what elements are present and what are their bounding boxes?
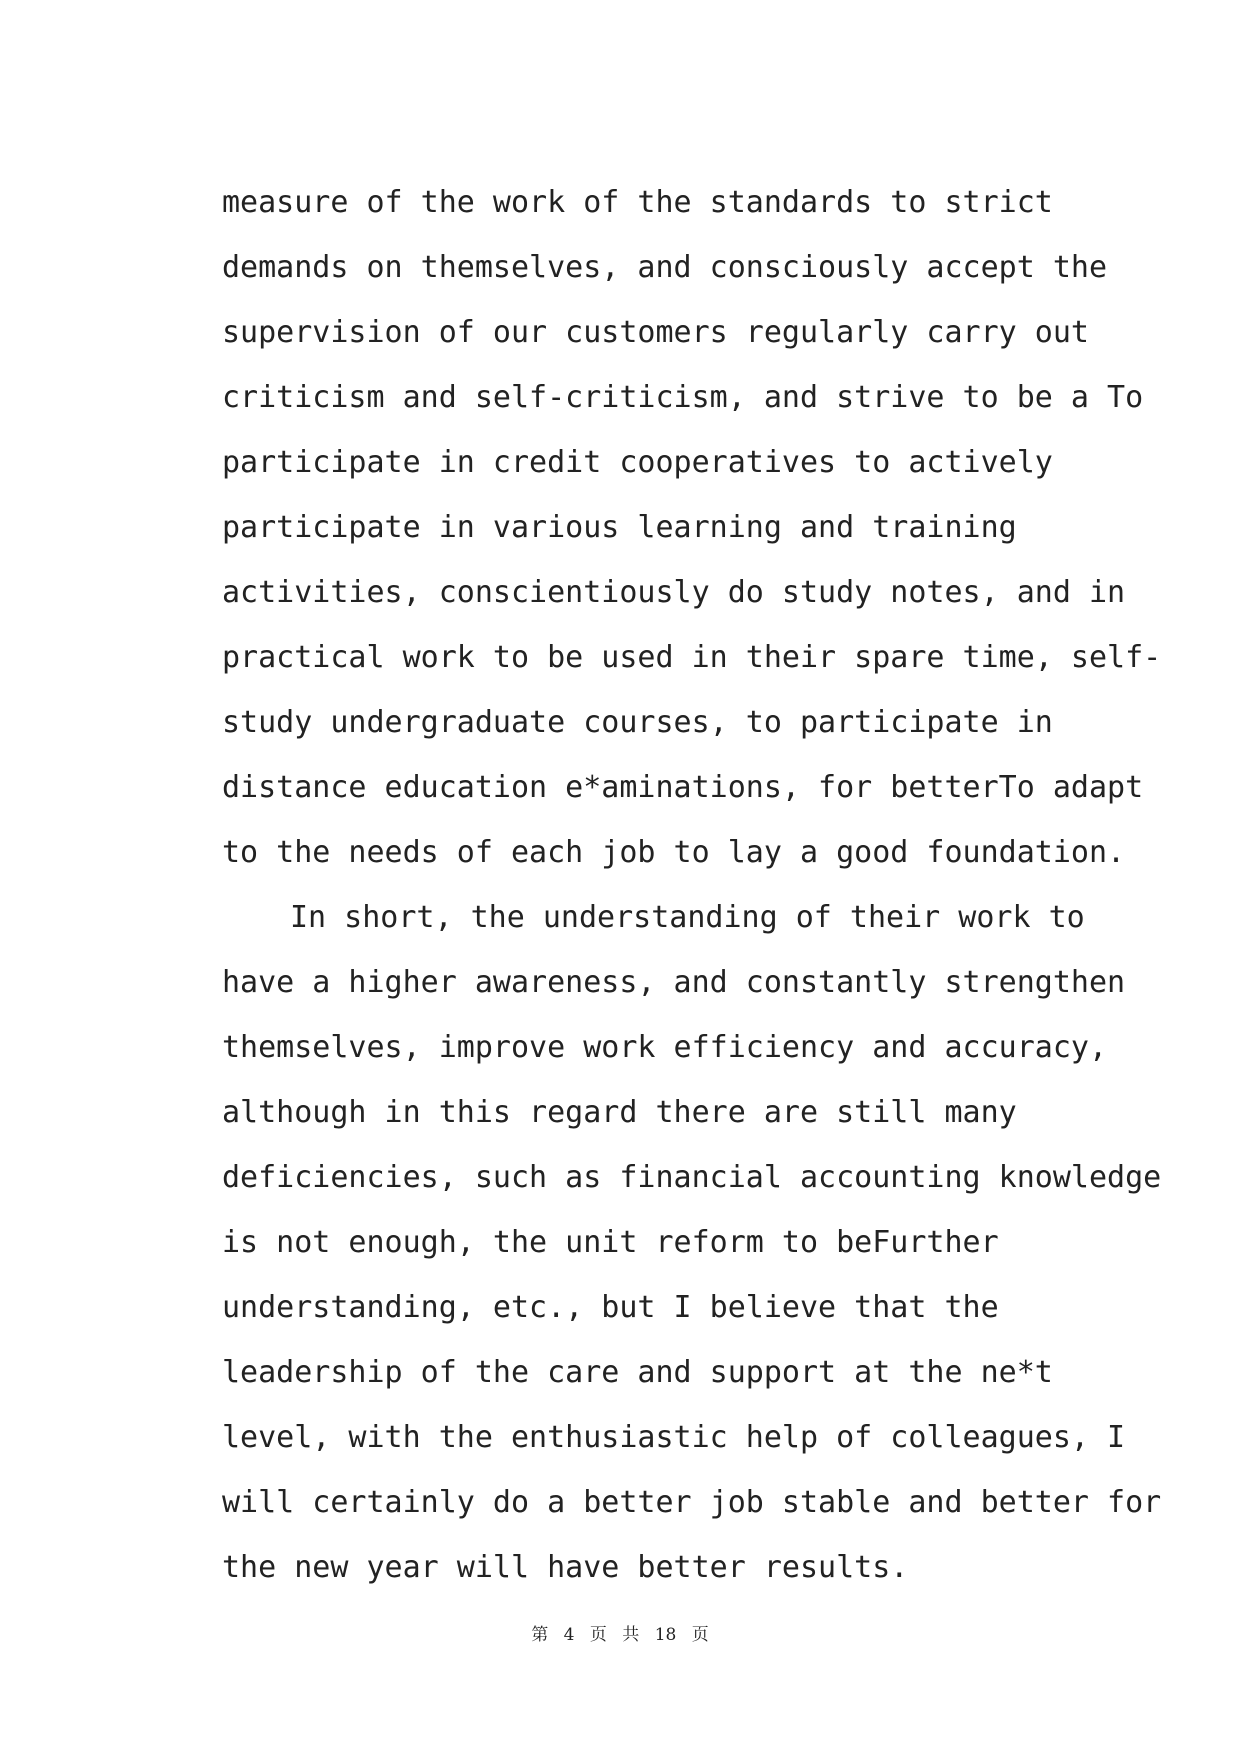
text-line: although in this regard there are still many [222, 1095, 1017, 1130]
text-line: to the needs of each job to lay a good foundation. [222, 835, 1126, 870]
text-line: will certainly do a better job stable and better for [222, 1485, 1162, 1520]
text-line: participate in various learning and training [222, 510, 1017, 545]
text-line: leadership of the care and support at the ne*t [222, 1355, 1053, 1390]
text-line: have a higher awareness, and constantly strengthen [222, 965, 1126, 1000]
footer-total-label: 共 [622, 1625, 640, 1645]
footer-suffix: 页 [691, 1625, 709, 1645]
text-line: participate in credit cooperatives to actively [222, 445, 1053, 480]
text-line: is not enough, the unit reform to beFurther [222, 1225, 999, 1260]
text-line: practical work to be used in their spare time, self- [222, 640, 1162, 675]
text-line: activities, conscientiously do study notes, and in [222, 575, 1126, 610]
text-line: study undergraduate courses, to participate in [222, 705, 1053, 740]
text-line: understanding, etc., but I believe that the [222, 1290, 999, 1325]
text-line: supervision of our customers regularly carry out [222, 315, 1089, 350]
text-line: themselves, improve work efficiency and accuracy, [222, 1030, 1108, 1065]
footer-prefix: 第 [531, 1625, 549, 1645]
text-line: criticism and self-criticism, and strive to be a To [222, 380, 1144, 415]
footer-page-number: 4 [563, 1625, 575, 1645]
footer-total-pages: 18 [654, 1625, 677, 1645]
text-line: level, with the enthusiastic help of colleagues, I [222, 1420, 1126, 1455]
footer-page-label: 页 [589, 1625, 607, 1645]
text-line: distance education e*aminations, for betterTo adapt [222, 770, 1144, 805]
page-footer [0, 1620, 1240, 1645]
paragraph-start-line: In short, the understanding of their work to [290, 900, 1085, 935]
text-line: deficiencies, such as financial accounting knowledge [222, 1160, 1162, 1195]
text-line: the new year will have better results. [222, 1550, 909, 1585]
text-line: measure of the work of the standards to strict [222, 185, 1053, 220]
text-line: demands on themselves, and consciously accept the [222, 250, 1108, 285]
body-text [222, 170, 1162, 1600]
